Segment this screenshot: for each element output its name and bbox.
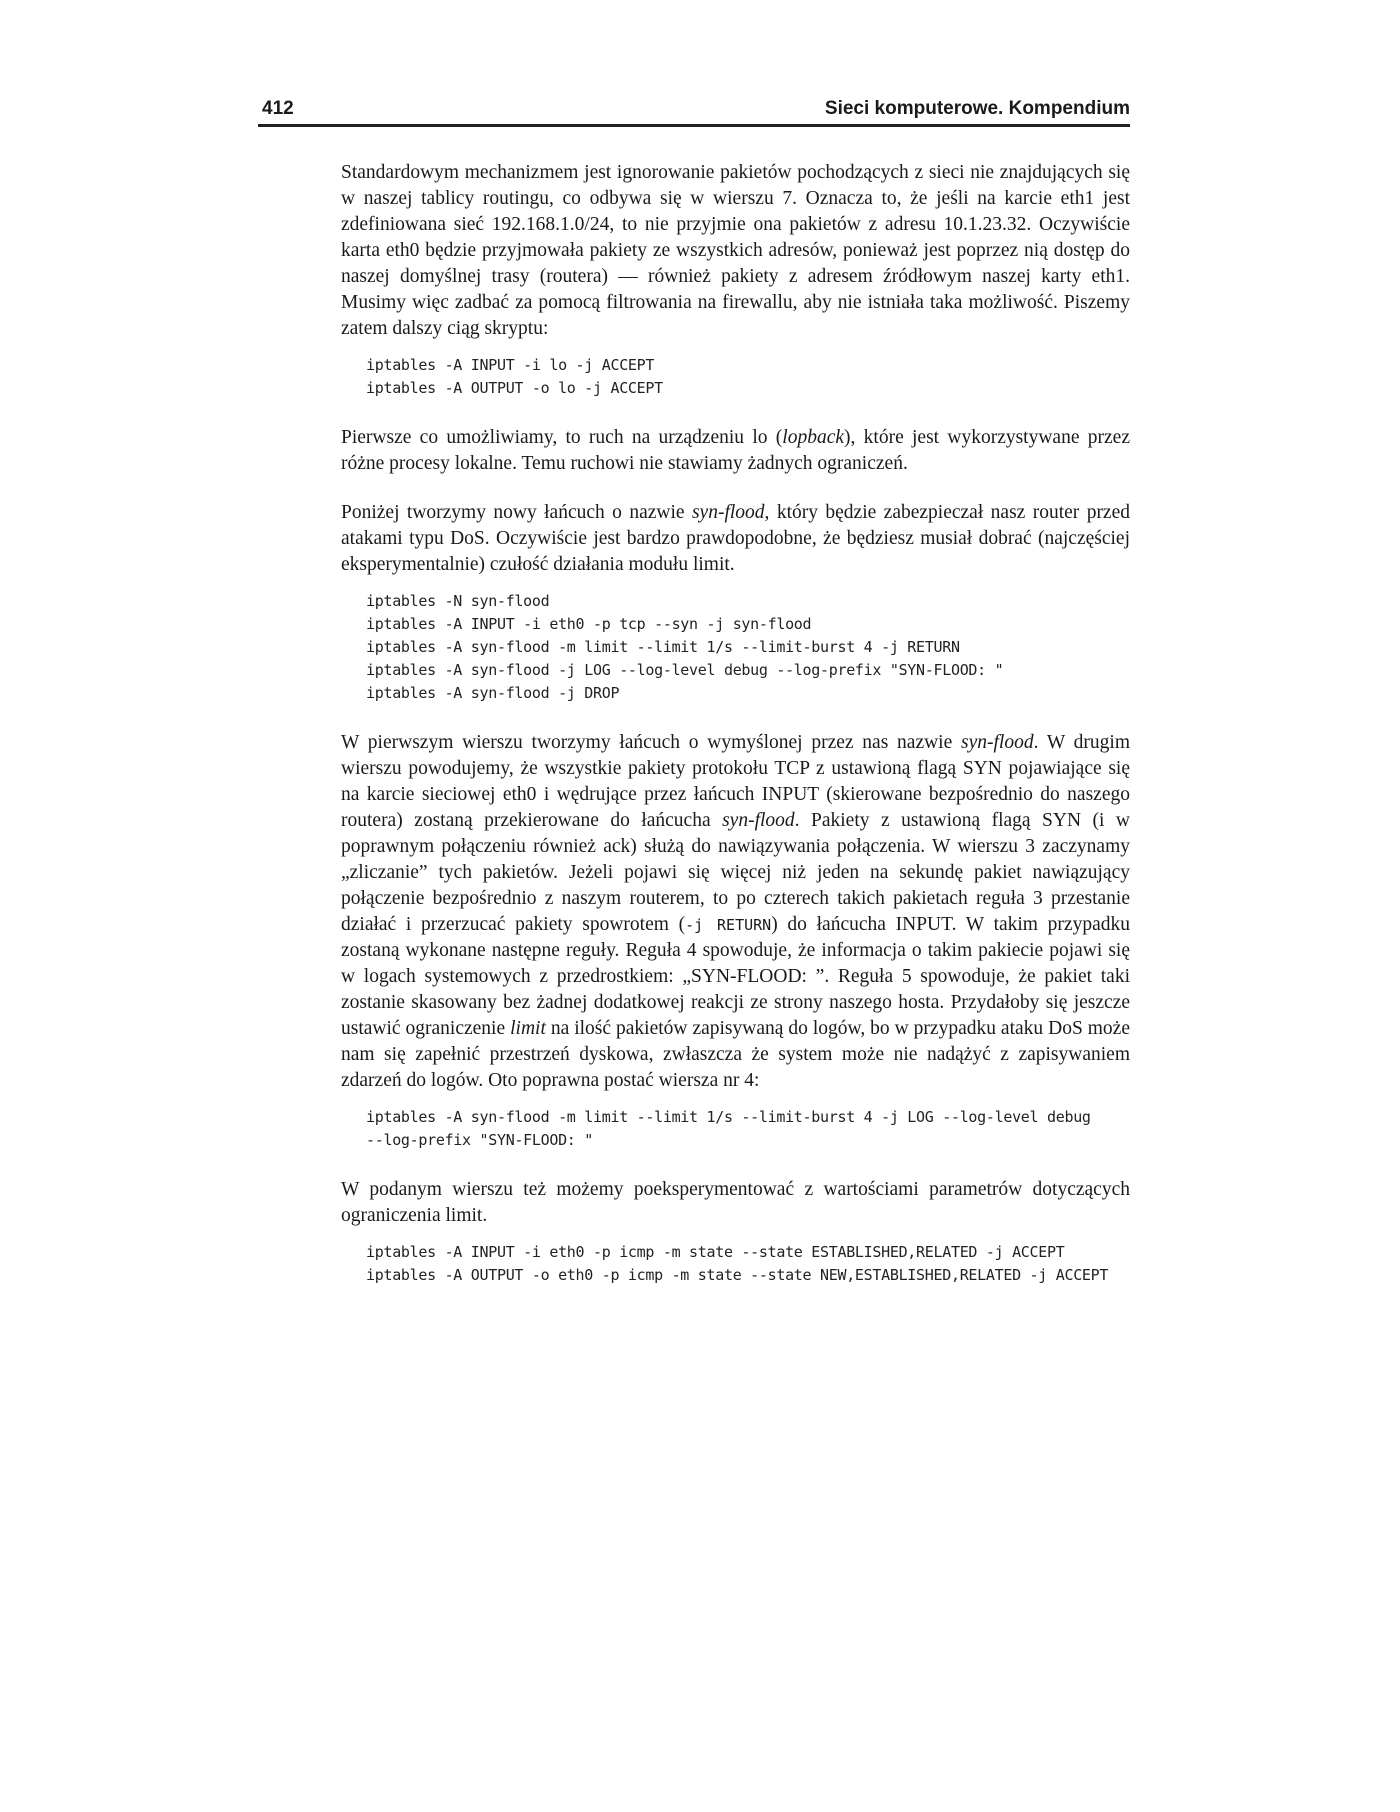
code-line: iptables -A syn-flood -m limit --limit 1/s --limit-burst 4 -j RETURN (366, 638, 960, 656)
book-title: Sieci komputerowe. Kompendium (824, 98, 1130, 119)
paragraph-5: W podanym wierszu też możemy poeksperymentować z wartościami parametrów dotyczących ograniczenia limit. (341, 1179, 1130, 1226)
code-block-2 (366, 590, 1130, 705)
running-header (258, 94, 1130, 127)
code-line: iptables -A INPUT -i lo -j ACCEPT (366, 356, 655, 374)
text-span: . W drugim wierszu powodujemy, że wszystkie pakiety protokołu TCP z ustawioną flagą SYN pojawiające się na karcie sieciowej eth0 i wędrujące przez łańcuch INPUT (skierowane bezpośrednio do naszego routera) zostaną przekierowane do łańcucha (341, 732, 1131, 831)
text-span: ), które jest wykorzystywane przez różne procesy lokalne. Temu ruchowi nie stawiamy żadnych ograniczeń. (341, 427, 1130, 474)
page-number: 412 (262, 98, 294, 119)
code-block-4 (366, 1241, 1130, 1287)
italic-term: syn-flood (691, 502, 765, 523)
code-line: iptables -N syn-flood (366, 592, 550, 610)
paragraph-2 (341, 425, 1130, 477)
text-span: Poniżej tworzymy nowy łańcuch o nazwie (341, 502, 692, 523)
code-block-3 (366, 1106, 1130, 1152)
inline-code: -j RETURN (685, 916, 772, 934)
code-line: iptables -A syn-flood -m limit --limit 1/s --limit-burst 4 -j LOG --log-level debug (366, 1108, 1091, 1126)
code-line: iptables -A syn-flood -j LOG --log-level debug --log-prefix "SYN-FLOOD: " (366, 661, 1004, 679)
italic-term: syn-flood (961, 732, 1034, 753)
italic-term: lopback (782, 427, 845, 448)
paragraph-3 (341, 500, 1130, 578)
code-line: iptables -A OUTPUT -o lo -j ACCEPT (366, 379, 663, 397)
code-line: --log-prefix "SYN-FLOOD: " (366, 1131, 594, 1149)
code-block-1 (366, 354, 1130, 400)
text-span: Pierwsze co umożliwiamy, to ruch na urządzeniu lo ( (341, 427, 783, 448)
text-span: na ilość pakietów zapisywaną do logów, bo w przypadku ataku DoS może nam się zapełnić przestrzeń dyskowa, zwłaszcza że system może nie nadążyć z zapisywaniem zdarzeń do logów. Oto poprawna postać wiersza nr 4: (341, 1018, 1130, 1091)
text-span: , który będzie zabezpieczał nasz router przed atakami typu DoS. Oczywiście jest bardzo prawdopodobne, że będziesz musiał dobrać (najczęściej eksperymentalnie) czułość działania modułu limit. (341, 502, 1130, 575)
paragraph-4 (341, 730, 1130, 1094)
code-line: iptables -A INPUT -i eth0 -p icmp -m state --state ESTABLISHED,RELATED -j ACCEPT (366, 1243, 1065, 1261)
italic-term: limit (510, 1018, 546, 1039)
page-body (341, 160, 1130, 1312)
code-line: iptables -A OUTPUT -o eth0 -p icmp -m state --state NEW,ESTABLISHED,RELATED -j ACCEPT (366, 1266, 1109, 1284)
code-line: iptables -A syn-flood -j DROP (366, 684, 620, 702)
code-line: iptables -A INPUT -i eth0 -p tcp --syn -j syn-flood (366, 615, 812, 633)
text-span: ) do łańcucha INPUT. W takim przypadku zostaną wykonane następne reguły. Reguła 4 spowoduje, że informacja o takim pakiecie pojawi się w logach systemowych z przedrostkiem: „SYN-FLOOD: ”. Reguła 5 spowoduje, że pakiet taki zostanie skasowany bez żadnej dodatkowej reakcji ze strony naszego hosta. Przydałoby się jeszcze ustawić ograniczenie (341, 914, 1130, 1039)
text-span: . Pakiety z ustawioną flagą SYN (i w poprawnym połączeniu również ack) służą do nawiązywania połączenia. W wierszu 3 zaczynamy „zliczanie” tych pakietów. Jeżeli pojawi się więcej niż jeden na sekundę pakiet nawiązujący połączenie bezpośrednio z naszym routerem, to po czterech takich pakietach reguła 3 przestanie działać i przerzucać pakiety spowrotem ( (341, 810, 1130, 935)
italic-term: syn-flood (722, 810, 795, 831)
text-span: W pierwszym wierszu tworzymy łańcuch o wymyślonej przez nas nazwie (341, 732, 962, 753)
paragraph-1: Standardowym mechanizmem jest ignorowanie pakietów pochodzących z sieci nie znajdujących się w naszej tablicy routingu, co odbywa się w wierszu 7. Oznacza to, że jeśli na karcie eth1 jest zdefiniowana sieć 192.168.1.0/24, to nie przyjmie ona pakietów z adresu 10.1.23.32. Oczywiście karta eth0 będzie przyjmowała pakiety ze wszystkich adresów, ponieważ jest poprzez nią dostęp do naszej domyślnej trasy (routera) — również pakiety z adresem źródłowym naszej karty eth1. Musimy więc zadbać za pomocą filtrowania na firewallu, aby nie istniała taka możliwość. Piszemy zatem dalszy ciąg skryptu: (341, 162, 1130, 339)
